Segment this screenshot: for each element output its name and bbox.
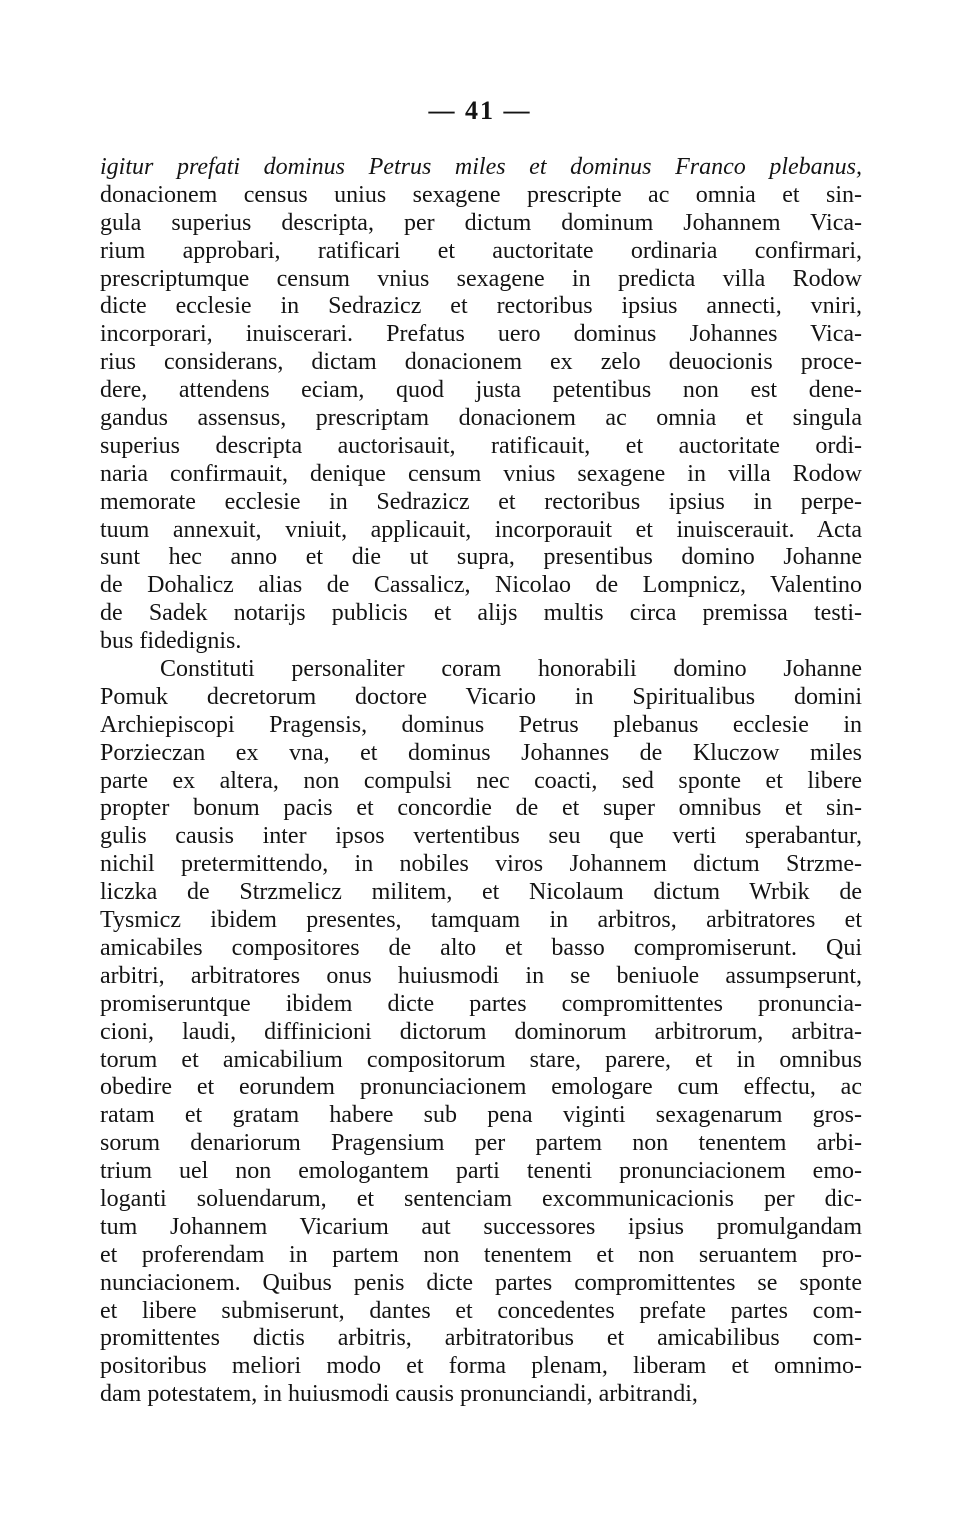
line-text: prescriptumque censum vnius sexagene in predicta villa Rodow [100, 265, 862, 292]
text-line [100, 628, 862, 656]
text-line [100, 377, 862, 405]
text-line [100, 1214, 862, 1242]
text-line [100, 1298, 862, 1326]
text-line [100, 768, 862, 796]
text-line [100, 238, 862, 266]
line-text: nichil pretermittendo, in nobiles viros Johannem dictum Strzme- [100, 851, 862, 878]
line-text: rium approbari, ratificari et auctoritate ordinaria confirmari, [100, 237, 862, 264]
line-text: incorporari, inuiscerari. Prefatus uero dominus Johannes Vica- [100, 321, 862, 348]
line-text: parte ex altera, non compulsi nec coacti, sed sponte et libere [100, 767, 862, 794]
line-text: Tysmicz ibidem presentes, tamquam in arbitros, arbitratores et [100, 907, 862, 934]
italic-text: igitur prefati dominus Petrus miles et dominus Franco plebanus, [100, 154, 862, 180]
paragraph [100, 656, 862, 1409]
line-text: naria confirmauit, denique censum vnius sexagene in villa Rodow [100, 460, 862, 487]
text-line [100, 1102, 862, 1130]
text-line [100, 879, 862, 907]
text-line [100, 1270, 862, 1298]
text-line [100, 572, 862, 600]
line-text: propter bonum pacis et concordie de et super omnibus et sin- [100, 795, 862, 822]
text-line [100, 600, 862, 628]
line-text: memorate ecclesie in Sedrazicz et rectoribus ipsius in perpe- [100, 488, 862, 515]
paragraph [100, 154, 862, 656]
line-text: rius considerans, dictam donacionem ex zelo deuocionis proce- [100, 349, 862, 376]
line-text: liczka de Strzmelicz militem, et Nicolaum dictum Wrbik de [100, 879, 862, 906]
line-text: promittentes dictis arbitris, arbitratoribus et amicabilibus com- [100, 1325, 862, 1352]
line-text: gulis causis inter ipsos vertentibus seu que verti sperabantur, [100, 823, 862, 850]
text-line [100, 266, 862, 294]
line-text: Constituti personaliter coram honorabili domino Johanne [160, 656, 862, 683]
text-line [100, 851, 862, 879]
text-line [100, 349, 862, 377]
text-line [100, 1242, 862, 1270]
text-line [100, 991, 862, 1019]
text-line [100, 461, 862, 489]
line-text: gandus assensus, prescriptam donacionem ac omnia et singula [100, 405, 862, 432]
line-text: Pomuk decretorum doctore Vicario in Spiritualibus domini [100, 683, 862, 710]
text-line [100, 544, 862, 572]
text-line [100, 684, 862, 712]
line-text: arbitri, arbitratores onus huiusmodi in se beniuole assumpserunt, [100, 962, 862, 989]
line-text: cioni, laudi, diffinicioni dictorum dominorum arbitrorum, arbitra- [100, 1018, 862, 1045]
text-line [100, 1074, 862, 1102]
text-line [100, 1019, 862, 1047]
line-text: de Dohalicz alias de Cassalicz, Nicolao de Lompnicz, Valentino [100, 572, 862, 599]
line-text: dere, attendens eciam, quod justa petentibus non est dene- [100, 377, 862, 404]
text-line [100, 1353, 862, 1381]
line-text: et libere submiserunt, dantes et concedentes prefate partes com- [100, 1297, 862, 1324]
line-text: sunt hec anno et die ut supra, presentibus domino Johanne [100, 544, 862, 571]
line-text: ratam et gratam habere sub pena viginti sexagenarum gros- [100, 1102, 862, 1129]
text-line [100, 935, 862, 963]
text-line [100, 321, 862, 349]
text-line [100, 210, 862, 238]
text-line [100, 656, 862, 684]
line-text: Archiepiscopi Pragensis, dominus Petrus plebanus ecclesie in [100, 711, 862, 738]
line-text: et proferendam in partem non tenentem et non seruantem pro- [100, 1241, 862, 1268]
line-text: donacionem census unius sexagene prescripte ac omnia et sin- [100, 181, 862, 208]
line-text: torum et amicabilium compositorum stare, parere, et in omnibus [100, 1046, 862, 1073]
line-text: promiseruntque ibidem dicte partes compromittentes pronuncia- [100, 990, 862, 1017]
line-text: de Sadek notarijs publicis et alijs multis circa premissa testi- [100, 600, 862, 627]
text-line [100, 433, 862, 461]
text-line [100, 1047, 862, 1075]
text-line [100, 154, 862, 182]
line-text: amicabiles compositores de alto et basso compromiserunt. Qui [100, 934, 862, 961]
line-text: gula superius descripta, per dictum dominum Johannem Vica- [100, 209, 862, 236]
line-text: loganti soluendarum, et sentenciam excommunicacionis per dic- [100, 1185, 862, 1212]
text-line [100, 963, 862, 991]
line-text: tuum annexuit, vniuit, applicauit, incorporauit et inuiscerauit. Acta [100, 516, 862, 543]
text-line [100, 405, 862, 433]
page-number: — 41 — [428, 96, 532, 125]
text-line [100, 1186, 862, 1214]
text-line [100, 489, 862, 517]
line-text: sorum denariorum Pragensium per partem non tenentem arbi- [100, 1130, 862, 1157]
text-line [100, 293, 862, 321]
line-text: dicte ecclesie in Sedrazicz et rectoribus ipsius annecti, vniri, [100, 293, 862, 320]
text-line [100, 740, 862, 768]
text-line [100, 1325, 862, 1353]
text-line [100, 1130, 862, 1158]
text-line [100, 1158, 862, 1186]
text-line [100, 795, 862, 823]
text-line [100, 907, 862, 935]
text-line [100, 712, 862, 740]
line-text: obedire et eorundem pronunciacionem emologare cum effectu, ac [100, 1074, 862, 1101]
line-text: nunciacionem. Quibus penis dicte partes compromittentes se sponte [100, 1269, 862, 1296]
line-text: tum Johannem Vicarium aut successores ipsius promulgandam [100, 1213, 862, 1240]
line-text: superius descripta auctorisauit, ratificauit, et auctoritate ordi- [100, 432, 862, 459]
line-text: bus fidedignis. [100, 628, 242, 655]
text-line [100, 1381, 862, 1409]
text-line [100, 517, 862, 545]
text-line [100, 182, 862, 210]
body-text [100, 154, 862, 1409]
line-text: Porzieczan ex vna, et dominus Johannes de Kluczow miles [100, 739, 862, 766]
line-text: dam potestatem, in huiusmodi causis pronunciandi, arbitrandi, [100, 1381, 698, 1408]
line-text: trium uel non emologantem parti tenenti pronunciacionem emo- [100, 1158, 862, 1185]
text-line [100, 823, 862, 851]
line-text: positoribus meliori modo et forma plenam, liberam et omnimo- [100, 1353, 862, 1380]
